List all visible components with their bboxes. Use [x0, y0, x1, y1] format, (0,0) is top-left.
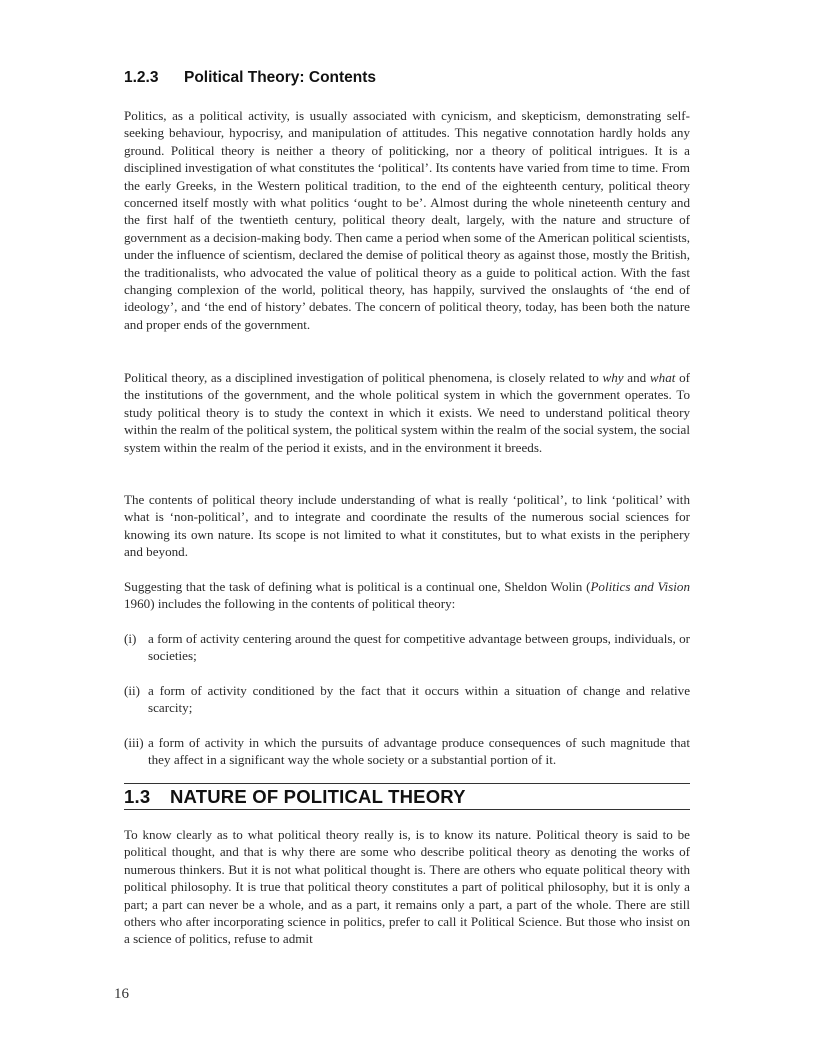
list-item-text: a form of activity centering around the quest for competitive advantage between groups, individuals, or societies;: [148, 631, 690, 664]
list-item: [124, 734, 690, 769]
p4-text-b: 1960) includes the following in the contents of political theory:: [124, 596, 456, 612]
list-marker: (ii): [124, 683, 140, 698]
list-item-text: a form of activity in which the pursuits of advantage produce consequences of such magnitude that they affect in a significant way the whole society or a substantial portion of it.: [148, 735, 690, 768]
list-marker: (i): [124, 631, 137, 646]
list-item-text: a form of activity conditioned by the fact that it occurs within a situation of change and relative scarcity;: [148, 683, 690, 716]
paragraph-politics-activity: Politics, as a political activity, is usually associated with cynicism, and skepticism, demonstrating self-seeking behaviour, hypocrisy, and manipulation of attitudes. This negative connotation hardly holds any ground. Political theory is neither a theory of politicking, nor a theory of political intrigues. It is a disciplined investigation of what constitutes the ‘political’. Its contents have varied from time to time. From the early Greeks, in the Western political tradition, to the end of the eighteenth century, political theory concerned itself mostly with what politics ‘ought to be’. Almost during the whole nineteenth century and the first half of the twentieth century, political theory dealt, largely, with the nature and structure of government as a decision-making body. Then came a period when some of the American political scientists, under the influence of scientism, declared the demise of political theory as against those, mostly the British, the traditionalists, who advocated the value of political theory as a guide to political action. With the fast changing complexion of the world, political theory, has happily, survived the onslaughts of ‘the end of ideology’, and ‘the end of history’ debates. The concern of political theory, today, has been both the nature and proper ends of the government.: [124, 108, 690, 332]
p2-emphasis-what: what: [649, 370, 676, 385]
p4-text-a: Suggesting that the task of defining what is political is a continual one, Sheldon Wolin (: [124, 579, 591, 594]
p2-text-c: of the institutions of the government, and the whole political system in which the government operates. To study political theory is to study the context in which it exists. We need to understand political theory within the realm of the political system, the political system within the realm of the social system, the social system within the realm of the period it exists, and in the environment it breeds.: [124, 370, 690, 455]
list-marker: (iii): [124, 735, 144, 750]
section-heading: [124, 786, 466, 808]
paragraph-disciplined-investigation: [124, 369, 690, 456]
p2-text-b: and: [623, 370, 650, 385]
page-number: 16: [114, 986, 129, 1002]
section-rule-top: [124, 783, 690, 784]
paragraph-nature: To know clearly as to what political theory really is, is to know its nature. Political theory is said to be political thought, and that is why there are some who describe political theory as denoting the works of numerous thinkers. But it is not what political thought is. There are others who equate political theory with political philosophy. It is true that political theory constitutes a part of political philosophy, but it is only a part; a part can never be a whole, and as a part, it remains only a part, a part of the whole. There are still others who after incorporating science in politics, prefer to call it Political Science. But those who insist on a science of politics, refuse to admit: [124, 827, 690, 947]
section-number: 1.3: [124, 786, 151, 807]
section-title: NATURE OF POLITICAL THEORY: [170, 786, 466, 807]
list-item: [124, 630, 690, 665]
paragraph-wolin: [124, 578, 690, 613]
subsection-number: 1.2.3: [124, 69, 159, 86]
section-rule-bottom: [124, 809, 690, 810]
subsection-title: Political Theory: Contents: [184, 69, 377, 86]
p2-text-a: Political theory, as a disciplined investigation of political phenomena, is closely related to: [124, 370, 603, 385]
book-title: Politics and Vision: [590, 579, 691, 594]
p2-emphasis-why: why: [602, 370, 624, 385]
paragraph-contents: The contents of political theory include understanding of what is really ‘political’, to link ‘political’ with what is ‘non-political’, and to integrate and coordinate the results of the numerous social sciences for knowing its own nature. Its scope is not limited to what it constitutes, but to what exists in the periphery and beyond.: [124, 492, 690, 560]
subsection-heading: [124, 69, 376, 87]
list-item: [124, 682, 690, 717]
